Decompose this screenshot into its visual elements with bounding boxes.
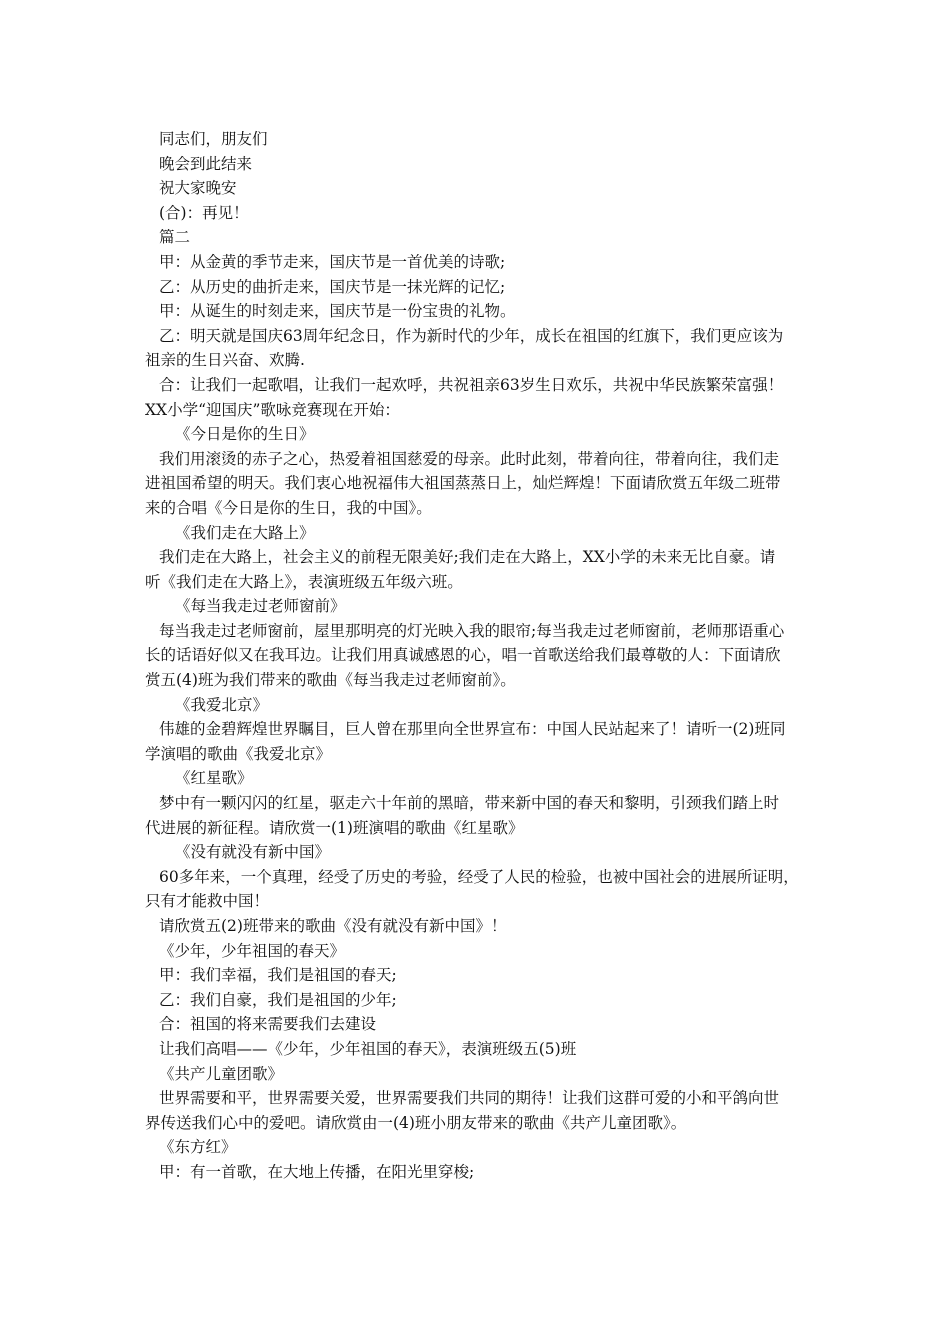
text-line: 《每当我走过老师窗前》 bbox=[175, 597, 346, 616]
text-line: 《我爱北京》 bbox=[175, 695, 269, 714]
text-line: 《红星歌》 bbox=[175, 769, 253, 788]
text-line: 代进展的新征程。请欣赏一(1)班演唱的歌曲《红星歌》 bbox=[145, 818, 524, 837]
text-line: 甲：从诞生的时刻走来，国庆节是一份宝贵的礼物。 bbox=[159, 302, 516, 321]
text-line: 只有才能救中国！ bbox=[145, 892, 270, 911]
text-line: 《共产儿童团歌》 bbox=[159, 1064, 284, 1083]
text-line: 界传送我们心中的爱吧。请欣赏由一(4)班小朋友带来的歌曲《共产儿童团歌》。 bbox=[145, 1113, 687, 1132]
text-line: 晚会到此结来 bbox=[159, 154, 253, 173]
text-line: 我们走在大路上，社会主义的前程无限美好;我们走在大路上，XX小学的未来无比自豪。请 bbox=[159, 548, 776, 567]
text-line: XX小学“迎国庆”歌咏竞赛现在开始： bbox=[145, 400, 400, 419]
text-line: 60多年来，一个真理，经受了历史的考验，经受了人民的检验，也被中国社会的进展所证明， bbox=[159, 867, 799, 886]
text-line: 请欣赏五(2)班带来的歌曲《没有就没有新中国》！ bbox=[159, 917, 507, 935]
text-line: 进祖国希望的明天。我们衷心地祝福伟大祖国蒸蒸日上，灿烂辉煌！下面请欣赏五年级二班带 bbox=[145, 474, 781, 493]
text-line: 《我们走在大路上》 bbox=[175, 523, 315, 542]
text-line: 世界需要和平，世界需要关爱，世界需要我们共同的期待！让我们这群可爱的小和平鸽向世 bbox=[159, 1089, 780, 1108]
text-line: 伟雄的金碧辉煌世界瞩目，巨人曾在那里向全世界宣布：中国人民站起来了！请听一(2)班同 bbox=[159, 720, 786, 739]
text-line: 甲：有一首歌，在大地上传播，在阳光里穿梭; bbox=[159, 1162, 475, 1181]
text-line: 乙：我们自豪，我们是祖国的少年; bbox=[159, 990, 397, 1009]
text-line: 梦中有一颗闪闪的红星，驱走六十年前的黑暗，带来新中国的春天和黎明，引颈我们踏上时 bbox=[159, 794, 780, 813]
text-line: 赏五(4)班为我们带来的歌曲《每当我走过老师窗前》。 bbox=[145, 671, 516, 690]
text-line: 祖亲的生日兴奋、欢腾. bbox=[145, 351, 305, 370]
text-line: 学演唱的歌曲《我爱北京》 bbox=[145, 744, 332, 763]
text-line: 听《我们走在大路上》，表演班级五年级六班。 bbox=[145, 572, 463, 591]
text-line: 长的话语好似又在我耳边。让我们用真诚感恩的心，唱一首歌送给我们最尊敬的人：下面请欣 bbox=[145, 646, 781, 665]
text-line: 乙：从历史的曲折走来，国庆节是一抹光辉的记忆; bbox=[159, 277, 506, 296]
text-line: 篇二 bbox=[159, 228, 191, 247]
text-line: 我们用滚烫的赤子之心，热爱着祖国慈爱的母亲。此时此刻，带着向往，带着向往，我们走 bbox=[159, 449, 780, 468]
text-line: 每当我走过老师窗前，屋里那明亮的灯光映入我的眼帘;每当我走过老师窗前，老师那语重心 bbox=[159, 621, 785, 640]
document-body bbox=[145, 127, 810, 1185]
text-line: 让我们高唱——《少年，少年祖国的春天》，表演班级五(5)班 bbox=[159, 1039, 577, 1058]
text-line: (合)：再见！ bbox=[159, 203, 249, 222]
text-line: 甲：从金黄的季节走来，国庆节是一首优美的诗歌; bbox=[159, 252, 506, 271]
text-line: 同志们，朋友们 bbox=[159, 130, 268, 148]
text-line: 合：祖国的将来需要我们去建设 bbox=[159, 1015, 377, 1034]
text-line: 《今日是你的生日》 bbox=[175, 425, 315, 444]
text-line: 《没有就没有新中国》 bbox=[175, 843, 331, 862]
text-line: 《东方红》 bbox=[159, 1138, 237, 1157]
text-line: 甲：我们幸福，我们是祖国的春天; bbox=[159, 966, 397, 985]
text-line: 《少年，少年祖国的春天》 bbox=[159, 941, 346, 960]
text-line: 祝大家晚安 bbox=[159, 179, 237, 198]
text-line: 合：让我们一起歌唱，让我们一起欢呼，共祝祖亲63岁生日欢乐，共祝中华民族繁荣富强！ bbox=[159, 375, 784, 394]
text-line: 来的合唱《今日是你的生日，我的中国》。 bbox=[145, 498, 432, 517]
text-line: 乙：明天就是国庆63周年纪念日，作为新时代的少年，成长在祖国的红旗下，我们更应该为 bbox=[159, 326, 784, 345]
